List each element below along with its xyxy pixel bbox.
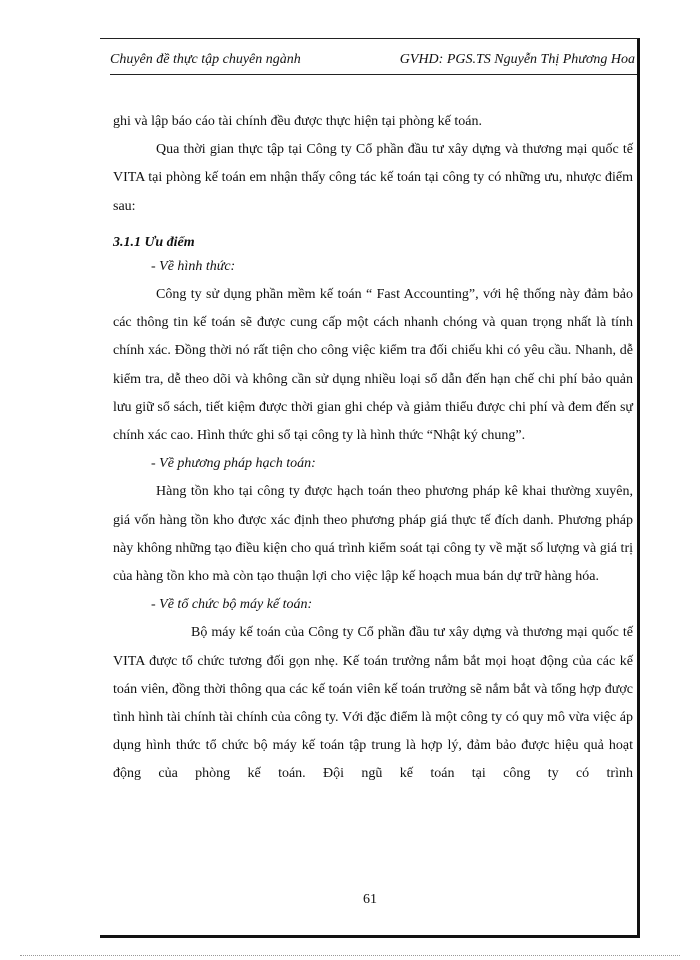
paragraph-2: Qua thời gian thực tập tại Công ty Cổ phần đầu tư xây dựng và thương mại quốc tế VITA tại phòng kế toán em nhận thấy công tác kế toán tại công ty có những ưu, nhược điểm sau:: [113, 142, 633, 214]
header-left-title: Chuyên đề thực tập chuyên ngành: [110, 52, 301, 67]
subheading-method: - Về phương pháp hạch toán:: [151, 456, 316, 472]
document-body: [113, 108, 633, 789]
paragraph-1: ghi và lập báo cáo tài chính đều được thực hiện tại phòng kế toán.: [113, 114, 482, 129]
header-rule: [110, 74, 637, 75]
section-heading: 3.1.1 Ưu điểm: [113, 234, 195, 250]
paragraph-4: Hàng tồn kho tại công ty được hạch toán theo phương pháp kê khai thường xuyên, giá vốn hàng tồn kho được xác định theo phương pháp giá thực tế đích danh. Phương pháp này không những tạo điều kiện cho quá trình kiểm soát tại công ty về mặt số lượng và giá trị của hàng tồn kho mà còn tạo thuận lợi cho việc lập kế hoạch mua bán dự trữ hàng hóa.: [113, 484, 633, 585]
subheading-organization: - Về tổ chức bộ máy kế toán:: [151, 597, 313, 613]
subheading-form: - Về hình thức:: [151, 258, 236, 274]
paragraph-3: Công ty sử dụng phần mềm kế toán “ Fast Accounting”, với hệ thống này đảm bảo các thông tin kế toán sẽ được cung cấp một cách nhanh chóng và quan trọng nhất là tính chính xác. Đồng thời nó rất tiện cho công việc kiểm tra đối chiếu khi có yêu cầu. Nhanh, dễ kiểm tra, dễ theo dõi và không cần sử dụng nhiều loại sổ dẫn đến hạn chế chi phí bảo quản lưu giữ sổ sách, tiết kiệm được thời gian ghi chép và giảm thiểu được chi phí và đem đến sự chính xác cao. Hình thức ghi sổ tại công ty là hình thức “Nhật ký chung”.: [113, 287, 633, 444]
paragraph-5: Bộ máy kế toán của Công ty Cổ phần đầu tư xây dựng và thương mại quốc tế VITA được tổ chức tương đối gọn nhẹ. Kế toán trưởng nắm bắt mọi hoạt động của các kế toán viên, đồng thời thông qua các kế toán viên kế toán trưởng sẽ nắm bắt và tổng hợp được tình hình tài chính tài chính của công ty. Với đặc điểm là một công ty có quy mô vừa việc áp dụng hình thức tổ chức bộ máy kế toán tập trung là hợp lý, đảm bảo được hiệu quả hoạt động của phòng kế toán. Đội ngũ kế toán tại công ty có trình: [113, 625, 633, 782]
bottom-divider: [20, 955, 680, 956]
page-number: 61: [363, 892, 377, 907]
header-supervisor: GVHD: PGS.TS Nguyễn Thị Phương Hoa: [399, 52, 635, 67]
page-header: [110, 52, 635, 72]
